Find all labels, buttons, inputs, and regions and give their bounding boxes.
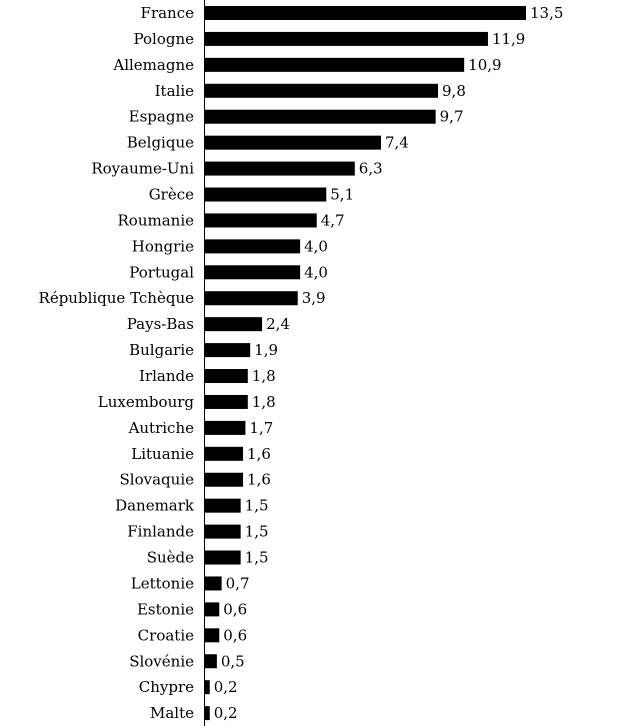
bar — [205, 84, 438, 98]
category-label: Allemagne — [113, 55, 194, 74]
category-label: Slovaquie — [119, 470, 194, 489]
bar — [205, 706, 210, 720]
category-label: Irlande — [139, 367, 194, 386]
category-label: Chypre — [138, 678, 194, 697]
category-label: Lituanie — [131, 444, 194, 463]
value-label: 3,9 — [301, 289, 326, 308]
bar — [205, 395, 248, 409]
category-label: Espagne — [128, 107, 194, 126]
value-label: 10,9 — [468, 55, 502, 74]
category-label: République Tchèque — [38, 289, 194, 308]
bar — [205, 213, 317, 227]
category-label: Royaume-Uni — [91, 159, 194, 178]
category-label: Hongrie — [131, 237, 194, 256]
value-label: 1,8 — [251, 392, 276, 411]
value-label: 9,7 — [439, 107, 464, 126]
category-label: Autriche — [128, 418, 194, 437]
category-label: France — [140, 4, 194, 22]
value-label: 0,7 — [225, 574, 250, 593]
value-label: 9,8 — [442, 81, 466, 100]
value-label: 1,5 — [244, 522, 269, 541]
category-label: Grèce — [148, 185, 194, 204]
value-label: 1,5 — [244, 548, 269, 567]
category-label: Roumanie — [117, 211, 194, 230]
value-label: 2,4 — [266, 315, 290, 334]
category-label: Pays-Bas — [126, 315, 194, 334]
bar — [205, 58, 464, 72]
category-label: Belgique — [126, 133, 194, 152]
bar — [205, 317, 262, 331]
category-label: Slovénie — [129, 652, 194, 671]
bar — [205, 265, 300, 279]
bar — [205, 447, 243, 461]
bar — [205, 551, 241, 565]
value-label: 0,6 — [223, 626, 248, 645]
value-label: 1,8 — [251, 367, 276, 386]
value-label: 1,7 — [249, 418, 274, 437]
category-label: Danemark — [115, 496, 194, 515]
bar — [205, 628, 219, 642]
bar — [205, 602, 219, 616]
bar — [205, 6, 526, 20]
value-label: 0,6 — [223, 600, 248, 619]
category-label: Lettonie — [130, 574, 194, 593]
bar — [205, 136, 381, 150]
category-label: Malte — [149, 704, 194, 723]
value-label: 0,2 — [213, 678, 238, 697]
value-label: 4,0 — [304, 237, 328, 256]
bar — [205, 499, 241, 513]
bar — [205, 576, 222, 590]
value-label: 4,0 — [304, 263, 328, 282]
value-label: 0,2 — [213, 704, 238, 723]
value-label: 13,5 — [530, 4, 564, 22]
bar — [205, 162, 355, 176]
value-label: 5,1 — [330, 185, 355, 204]
bar — [205, 369, 248, 383]
category-labels — [39, 4, 195, 722]
value-label: 4,7 — [320, 211, 345, 230]
category-label: Bulgarie — [129, 341, 194, 360]
category-label: Croatie — [137, 626, 194, 645]
bar — [205, 32, 488, 46]
category-label: Estonie — [136, 600, 194, 619]
bar — [205, 525, 241, 539]
value-label: 1,5 — [244, 496, 269, 515]
value-label: 1,9 — [254, 341, 279, 360]
bar — [205, 343, 250, 357]
category-label: Suède — [146, 548, 194, 567]
category-label: Luxembourg — [97, 392, 194, 411]
value-label: 6,3 — [358, 159, 383, 178]
value-label: 0,5 — [220, 652, 245, 671]
value-label: 11,9 — [491, 29, 526, 48]
category-label: Portugal — [129, 263, 194, 282]
value-label: 7,4 — [384, 133, 409, 152]
category-label: Finlande — [127, 522, 194, 541]
bar — [205, 291, 298, 305]
bar — [205, 239, 300, 253]
bar — [205, 421, 245, 435]
bar — [205, 680, 210, 694]
bars — [205, 6, 526, 723]
value-label: 1,6 — [247, 470, 271, 489]
bar — [205, 110, 436, 124]
bar — [205, 473, 243, 487]
bar — [205, 654, 217, 668]
category-label: Italie — [154, 81, 194, 100]
value-label: 1,6 — [247, 444, 271, 463]
category-label: Pologne — [133, 29, 194, 48]
bar — [205, 188, 326, 202]
